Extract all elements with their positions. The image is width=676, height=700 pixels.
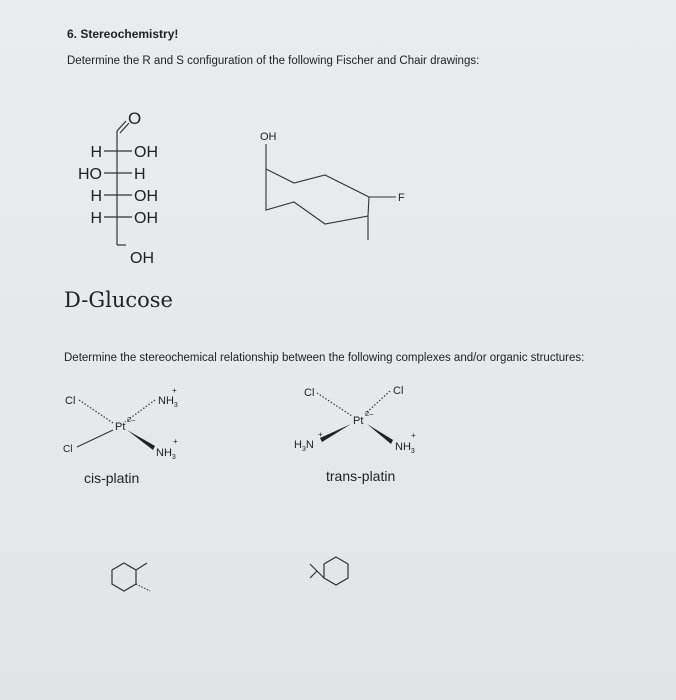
transplatin-metal: Pt bbox=[353, 415, 364, 427]
aldehyde-bond bbox=[117, 121, 126, 131]
glucose-name: D-Glucose bbox=[64, 288, 173, 312]
wedge-bond-h3n bbox=[320, 424, 351, 442]
chair-axial-label: OH bbox=[260, 131, 277, 143]
cisplatin-cl-wedge: Cl bbox=[65, 395, 76, 407]
fischer-row2-right: H bbox=[134, 166, 146, 183]
fischer-row4-left: H bbox=[90, 210, 102, 227]
cyclohexane-isopropyl-structure bbox=[296, 545, 366, 605]
isopropyl-methyl-2 bbox=[310, 564, 317, 571]
fischer-projection bbox=[60, 100, 200, 270]
fischer-bottom-group: OH bbox=[130, 250, 154, 267]
question-prompt: Determine the R and S configuration of the following Fischer and Chair drawings: bbox=[67, 55, 480, 67]
fischer-row1-left: H bbox=[90, 144, 102, 161]
cyclohexane-ring bbox=[324, 557, 348, 585]
chair-conformation bbox=[250, 125, 420, 250]
transplatin-cl-right: Cl bbox=[393, 385, 404, 397]
fischer-row1-right: OH bbox=[134, 144, 158, 161]
cyclohexane-hashed-structure bbox=[100, 548, 170, 608]
chair-ring bbox=[266, 169, 369, 224]
plain-bond-cl bbox=[77, 430, 113, 447]
cisplatin-charge: 2– bbox=[127, 415, 136, 424]
cisplatin-nh3-top-plus: + bbox=[172, 386, 177, 395]
transplatin-cl-left: Cl bbox=[304, 387, 315, 399]
fischer-top-atom: O bbox=[128, 109, 142, 128]
fischer-row2-left: HO bbox=[78, 166, 102, 183]
cisplatin-cl-plain: Cl bbox=[63, 444, 73, 455]
cisplatin-nh3-bottom-plus: + bbox=[173, 437, 178, 446]
fischer-row4-right: OH bbox=[134, 210, 158, 227]
cisplatin-nh3-bottom: $NH_3$ bbox=[156, 447, 176, 461]
isopropyl-methyl-1 bbox=[310, 571, 317, 578]
cisplatin-name: cis-platin bbox=[84, 470, 140, 486]
cisplatin-structure bbox=[55, 380, 215, 470]
transplatin-h3n-plus: + bbox=[318, 430, 323, 439]
transplatin-charge: 2– bbox=[365, 409, 374, 418]
methyl-bond bbox=[136, 563, 147, 570]
transplatin-nh3: $NH_3$ bbox=[395, 441, 415, 455]
isopropyl-bond bbox=[317, 571, 324, 578]
question-prompt-2: Determine the stereochemical relationship between the following complexes and/or organic structures: bbox=[64, 352, 585, 364]
cisplatin-nh3-top: $NH_3$ bbox=[158, 395, 178, 409]
transplatin-h3n: $H_3N$ bbox=[294, 439, 314, 453]
chair-equatorial-label: F bbox=[398, 192, 405, 204]
fischer-row3-right: OH bbox=[134, 188, 158, 205]
question-title: 6. Stereochemistry! bbox=[67, 27, 179, 41]
hash-bond-ring bbox=[136, 584, 150, 591]
transplatin-nh3-plus: + bbox=[411, 431, 416, 440]
transplatin-structure bbox=[285, 378, 435, 468]
cisplatin-metal: Pt bbox=[115, 421, 126, 433]
wedge-bond-nh3 bbox=[367, 424, 393, 444]
hash-bond-cl bbox=[79, 400, 113, 423]
cyclohexane-ring bbox=[112, 563, 136, 591]
transplatin-name: trans-platin bbox=[326, 468, 396, 484]
hash-bond-cl-left bbox=[317, 393, 352, 416]
fischer-row3-left: H bbox=[90, 188, 102, 205]
wedge-bond-nh3 bbox=[127, 430, 155, 450]
